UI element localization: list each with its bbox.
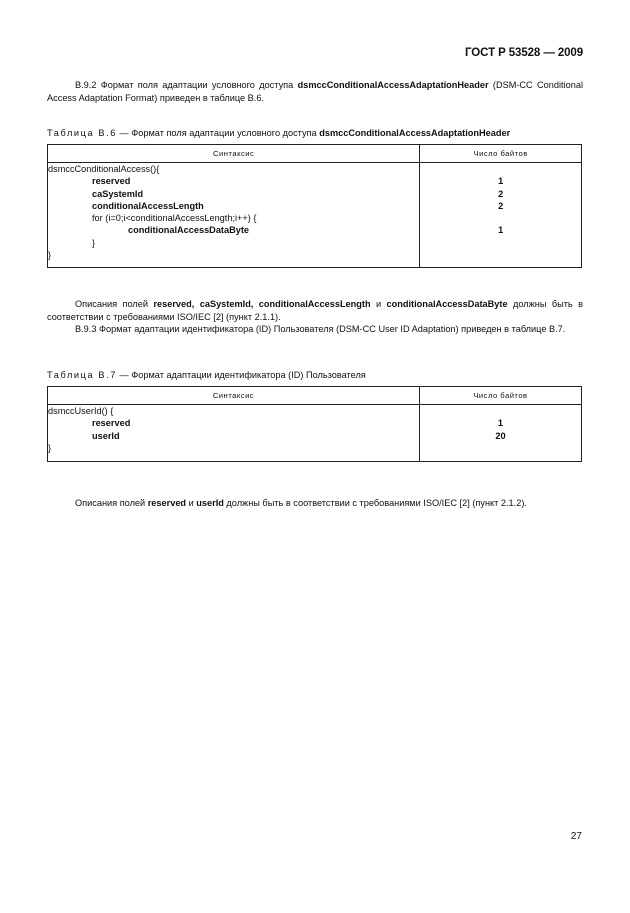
- code-line: userId: [92, 430, 120, 441]
- paragraph-field-descriptions-b7: Описания полей reserved и userId должны быть в соответствии с требованиями ISO/IEC [2] (пункт 2.1.2).: [75, 498, 527, 508]
- byte-count: [420, 442, 581, 454]
- code-line: }: [92, 237, 96, 248]
- table-b6-caption: Таблица В.6 — Формат поля адаптации условного доступа dsmccConditionalAccessAdaptationHeader: [47, 128, 511, 138]
- table-b7: [47, 386, 582, 462]
- paragraph-b92: В.9.2 Формат поля адаптации условного доступа dsmccConditionalAccessAdaptationHeader (DSM-CC Conditional Access Adaptation Format) приведен в таблице В.6.: [47, 80, 583, 103]
- byte-count: 20: [495, 430, 506, 441]
- code-line: dsmccUserId() {: [48, 406, 114, 416]
- byte-count: 2: [498, 200, 504, 211]
- code-line: dsmccConditionalAccess(){: [48, 164, 160, 174]
- table-b6-bytes-cell: [420, 163, 582, 268]
- table-b6: [47, 144, 582, 268]
- code-line: conditionalAccessLength: [92, 200, 204, 211]
- table-b6-header-bytes: Число байтов: [420, 145, 582, 163]
- byte-count: [420, 237, 581, 249]
- byte-count: [420, 163, 581, 175]
- document-header: ГОСТ Р 53528 — 2009: [465, 47, 583, 59]
- code-line: }: [48, 250, 52, 261]
- code-line: for (i=0;i<conditionalAccessLength;i++) {: [92, 213, 257, 224]
- byte-count: 2: [498, 188, 504, 199]
- table-b6-syntax-cell: [48, 163, 420, 268]
- table-b7-syntax-cell: [48, 405, 420, 462]
- byte-count: 1: [497, 418, 504, 429]
- page-number: 27: [570, 831, 582, 842]
- byte-count: [420, 212, 581, 224]
- code-line: reserved: [92, 418, 131, 429]
- table-b7-bytes-cell: [419, 405, 581, 462]
- code-line: reserved: [92, 176, 131, 187]
- table-b7-header-bytes: Число байтов: [419, 387, 581, 405]
- byte-count: 1: [498, 176, 504, 187]
- byte-count: [420, 405, 581, 417]
- table-b7-header-syntax: Синтаксис: [48, 387, 420, 405]
- paragraph-b93: В.9.3 Формат адаптации идентификатора (ID) Пользователя (DSM-CC User ID Adaptation) приведен в таблице В.7.: [75, 324, 566, 334]
- code-line: conditionalAccessDataByte: [128, 225, 250, 236]
- code-line: }: [48, 442, 52, 453]
- byte-count: [420, 249, 581, 261]
- paragraph-field-descriptions-b6: Описания полей reserved, caSystemId, conditionalAccessLength и conditionalAccessDataByte должны быть в соответствии с требованиями ISO/IEC [2] (пункт 2.1.1).: [47, 299, 583, 322]
- code-line: caSystemId: [92, 188, 144, 199]
- byte-count: 1: [498, 225, 504, 236]
- table-b6-header-syntax: Синтаксис: [48, 145, 420, 163]
- table-b7-caption: Таблица В.7 — Формат адаптации идентификатора (ID) Пользователя: [47, 370, 366, 380]
